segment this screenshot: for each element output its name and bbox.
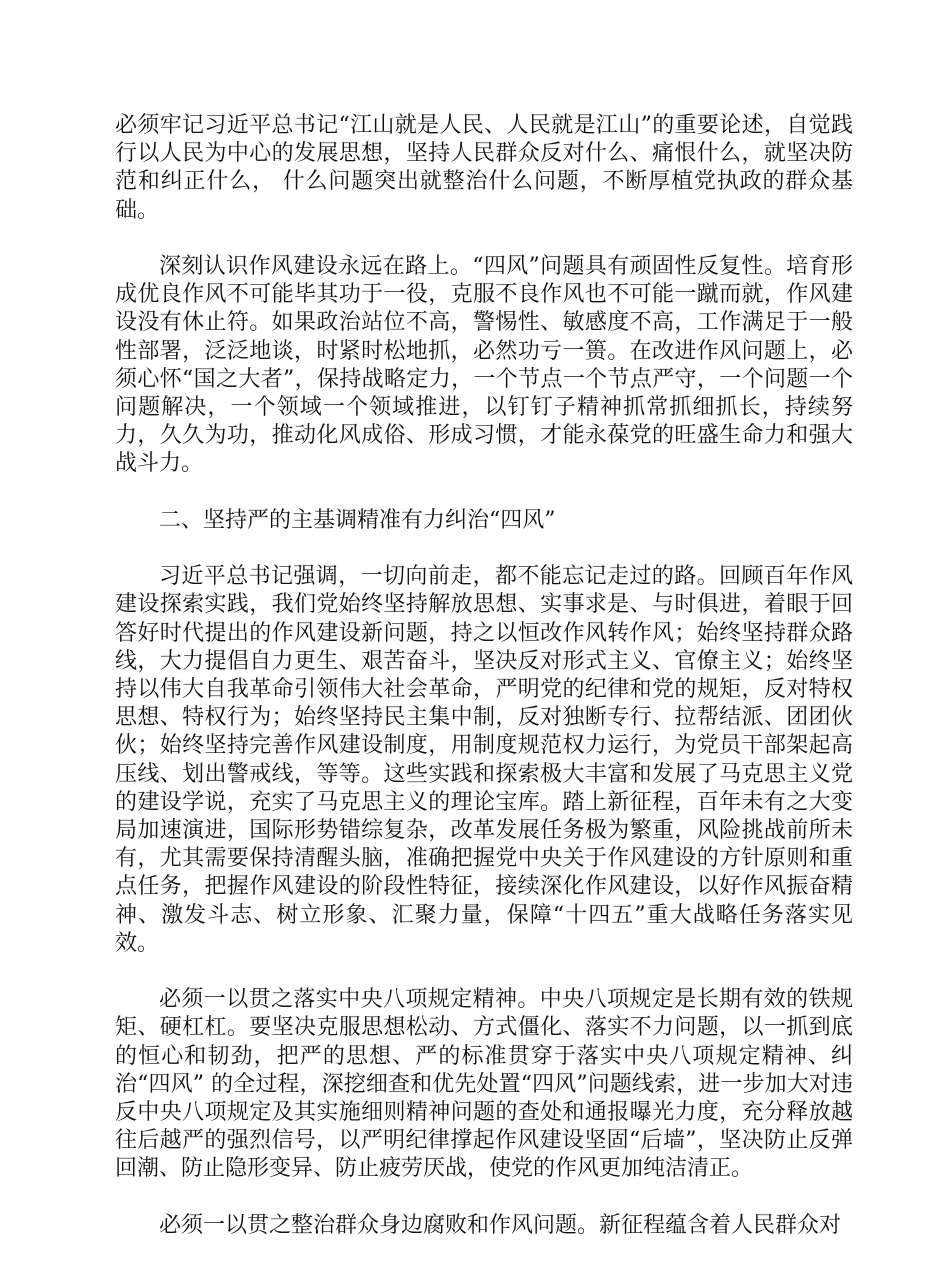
paragraph-1: 必须牢记习近平总书记“江山就是人民、人民就是江山”的重要论述，自觉践行以人民为中心的发展思想，坚持人民群众反对什么、痛恨什么，就坚决防范和纠正什么， 什么问题突出就整治什么问题，不断厚植党执政的群众基础。 [115,113,853,223]
paragraph-3: 习近平总书记强调，一切向前走，都不能忘记走过的路。回顾百年作风建设探索实践，我们党始终坚持解放思想、实事求是、与时俱进，着眼于回答好时代提出的作风建设新问题，持之以恒改作风转作风；始终坚持群众路线，大力提倡自力更生、艰苦奋斗，坚决反对形式主义、官僚主义；始终坚持以伟大自我革命引领伟大社会革命，严明党的纪律和党的规矩，反对特权思想、特权行为；始终坚持民主集中制，反对独断专行、拉帮结派、团团伙伙；始终坚持完善作风建设制度，用制度规范权力运行，为党员干部架起高压线、划出警戒线，等等。这些实践和探索极大丰富和发展了马克思主义党的建设学说，充实了马克思主义的理论宝库。踏上新征程，百年未有之大变局加速演进，国际形势错综复杂，改革发展任务极为繁重，风险挑战前所未有，尤其需要保持清醒头脑，准确把握党中央关于作风建设的方针原则和重点任务，把握作风建设的阶段性特征，接续深化作风建设，以好作风振奋精神、激发斗志、树立形象、汇聚力量，保障“十四五”重大战略任务落实见效。 [115,564,853,956]
document-body [115,112,853,1268]
paragraph-5: 必须一以贯之整治群众身边腐败和作风问题。新征程蕴含着人民群众对 [159,1212,842,1238]
section-heading: 二、坚持严的主基调精准有力纠治“四风” [159,507,556,533]
paragraph-2: 深刻认识作风建设永远在路上。“四风”问题具有顽固性反复性。培育形 成优良作风不可能毕其功于一役，克服不良作风也不可能一蹴而就，作风建设没有休止符。如果政治站位不高，警惕性、敏感度不高，工作满足于一般性部署，泛泛地谈，时紧时松地抓，必然功亏一篑。在改进作风问题上，必须心怀“国之大者”，保持战略定力，一个节点一个节点严守，一个问题一个问题解决，一个领域一个领域推进，以钉钉子精神抓常抓细抓长，持续努力，久久为功，推动化风成俗、形成习惯，才能永葆党的旺盛生命力和强大战斗力。 [115,254,853,477]
paragraph-4: 必须一以贯之落实中央八项规定精神。中央八项规定是长期有效的铁规矩、硬杠杠。要坚决克服思想松动、方式僵化、落实不力问题，以一抓到底的恒心和韧劲，把严的思想、严的标准贯穿于落实中央八项规定精神、纠治“四风” 的全过程，深挖细查和优先处置“四风”问题线索，进一步加大对违反中央八项规定及其实施细则精神问题的查处和通报曝光力度，充分释放越往后越严的强烈信号，以严明纪律撑起作风建设坚固“后墙”，坚决防止反弹回潮、防止隐形变异、防止疲劳厌战，使党的作风更加纯洁清正。 [115,987,853,1182]
